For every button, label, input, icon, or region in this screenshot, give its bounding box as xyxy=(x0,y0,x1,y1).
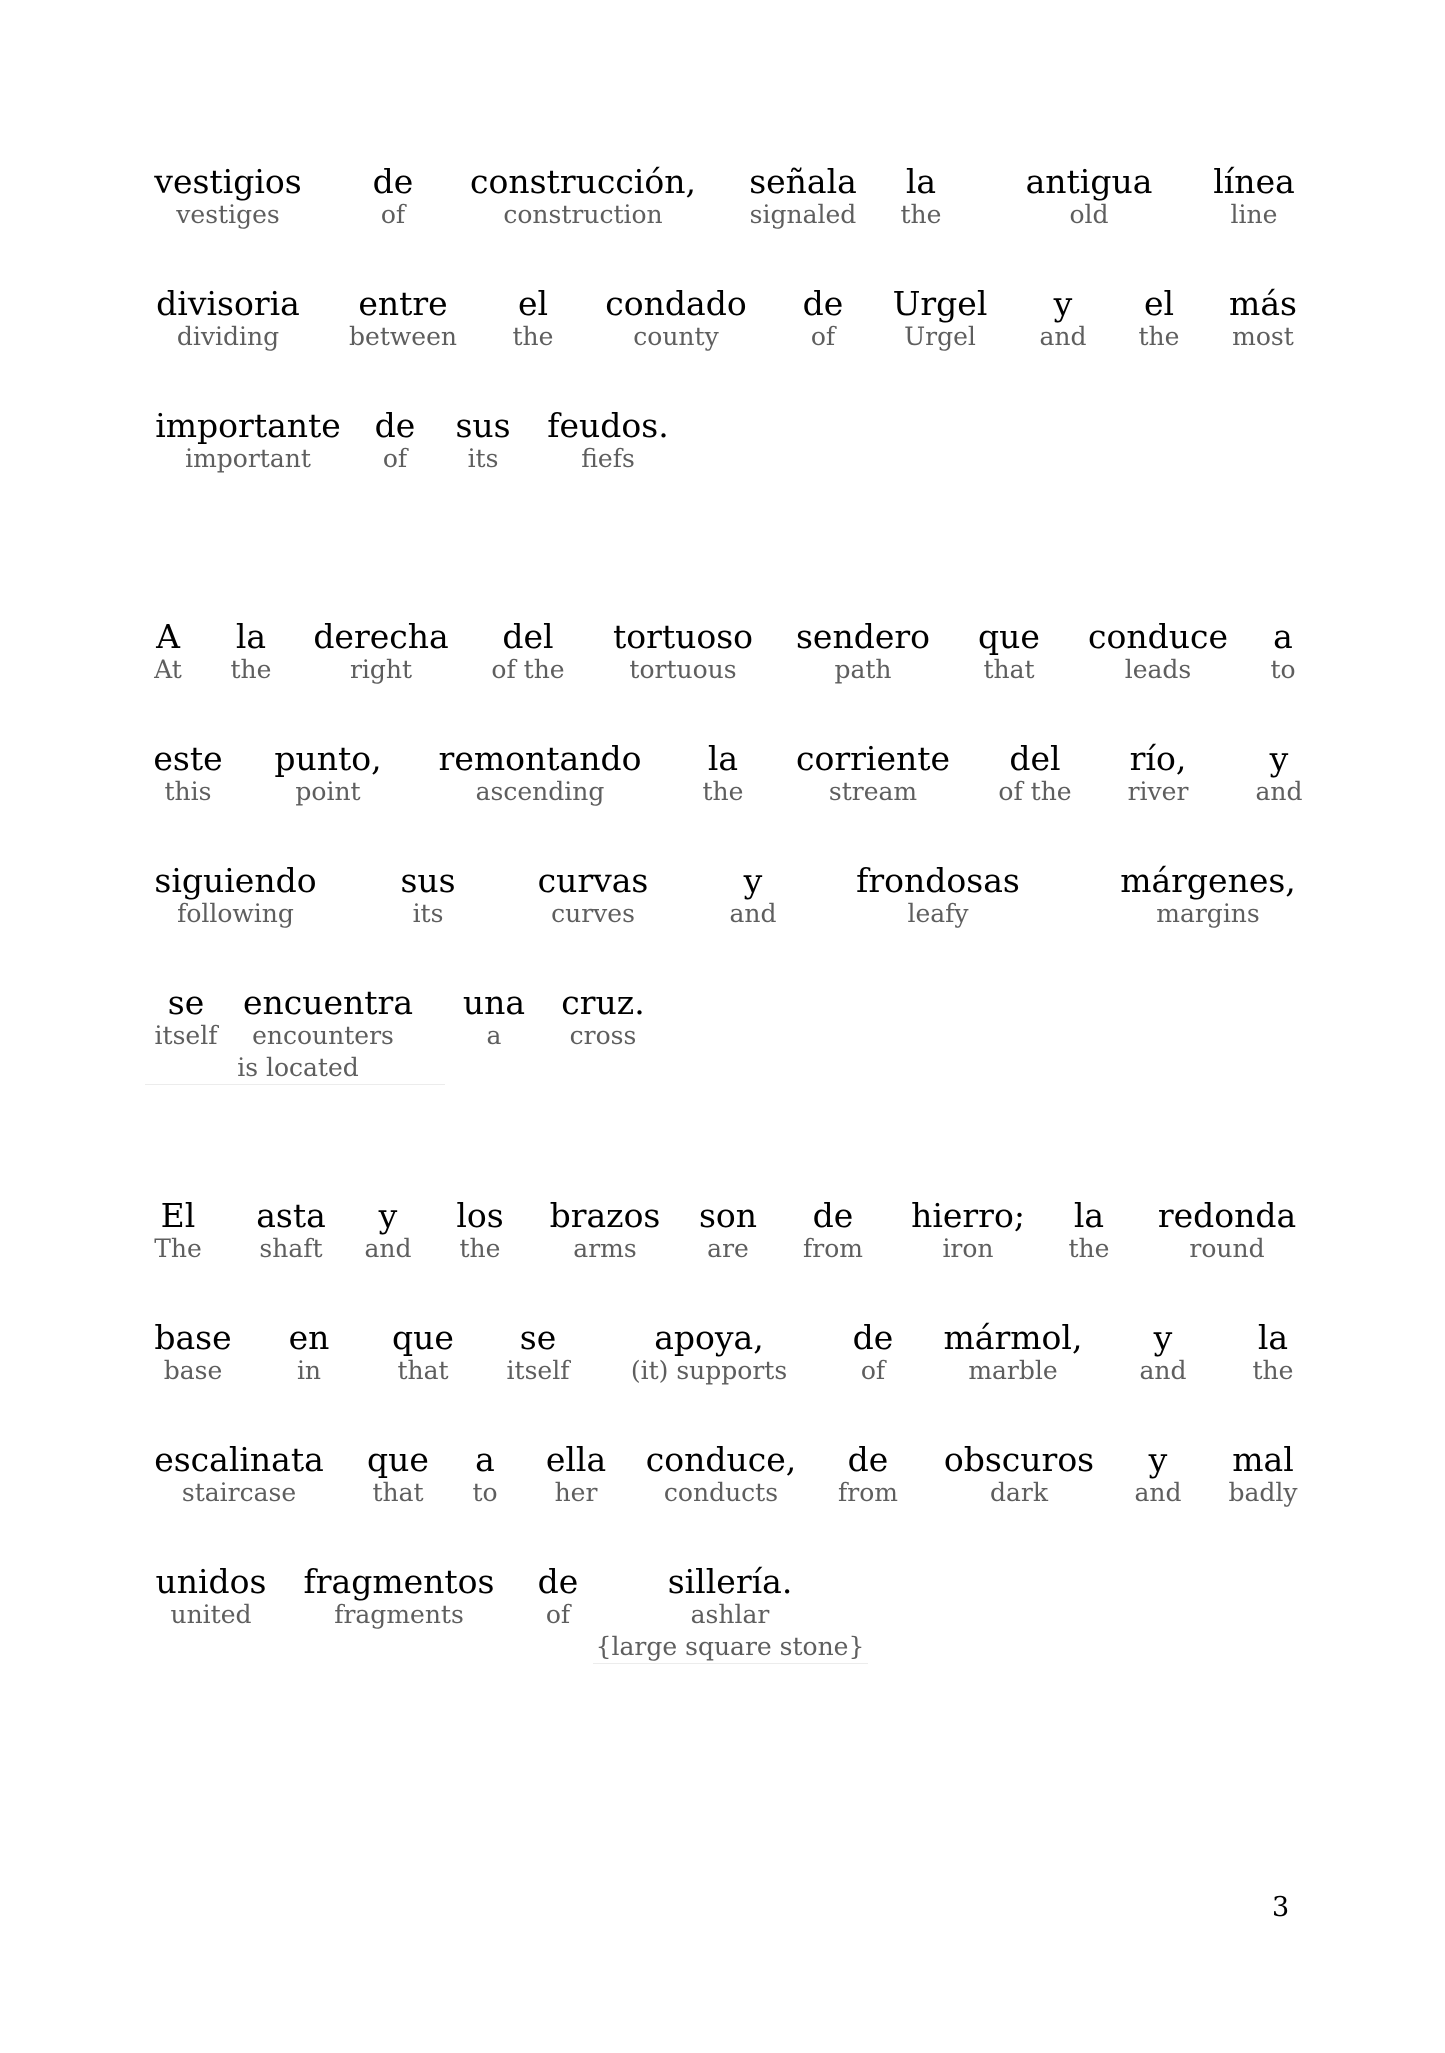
word-pair xyxy=(973,618,1045,686)
word-pair xyxy=(299,1563,499,1631)
word-pair xyxy=(1033,285,1093,353)
word-pair xyxy=(843,1319,903,1387)
spanish-word: asta xyxy=(256,1196,326,1235)
spanish-word: y xyxy=(1053,284,1073,323)
english-gloss: fragments xyxy=(334,1600,464,1629)
english-gloss: to xyxy=(472,1478,498,1507)
english-gloss: base xyxy=(163,1356,223,1385)
spanish-word: construcción, xyxy=(470,162,696,201)
english-gloss: from xyxy=(803,1234,863,1263)
english-gloss: to xyxy=(1270,655,1296,684)
word-pair xyxy=(153,862,318,930)
interlinear-line xyxy=(153,1563,1295,1673)
word-pair xyxy=(153,984,219,1052)
word-pair xyxy=(601,285,751,353)
word-pair xyxy=(343,285,463,353)
word-pair xyxy=(540,1197,670,1265)
spanish-word: que xyxy=(367,1440,429,1479)
english-gloss: dividing xyxy=(176,322,280,351)
word-pair xyxy=(153,407,343,475)
word-pair xyxy=(1113,862,1303,930)
english-gloss: that xyxy=(372,1478,424,1507)
spanish-word: y xyxy=(1269,739,1289,778)
word-pair xyxy=(448,407,518,475)
spanish-word: mármol, xyxy=(943,1318,1083,1357)
word-pair xyxy=(943,1319,1083,1387)
english-gloss: tortuous xyxy=(629,655,737,684)
english-gloss: ascending xyxy=(475,777,605,806)
spanish-word: y xyxy=(1153,1318,1173,1357)
gloss-underline xyxy=(145,1084,445,1085)
interlinear-line xyxy=(153,1197,1295,1277)
word-pair xyxy=(1207,163,1301,231)
word-pair xyxy=(1263,618,1303,686)
word-pair xyxy=(1225,285,1301,353)
word-pair xyxy=(723,862,783,930)
spanish-word: curvas xyxy=(537,861,649,900)
spanish-word: sus xyxy=(455,406,511,445)
english-gloss: the xyxy=(1252,1356,1294,1385)
spanish-word: fragmentos xyxy=(303,1562,495,1601)
word-pair xyxy=(445,1197,515,1265)
spanish-word: divisoria xyxy=(156,284,300,323)
english-gloss: round xyxy=(1189,1234,1265,1263)
english-gloss: signaled xyxy=(749,200,857,229)
spanish-word: sillería. xyxy=(667,1562,793,1601)
spanish-word: el xyxy=(1143,284,1175,323)
english-gloss: this xyxy=(164,777,212,806)
interlinear-line xyxy=(153,407,1295,487)
english-gloss: the xyxy=(512,322,554,351)
spanish-word: importante xyxy=(155,406,341,445)
word-pair xyxy=(483,618,573,686)
alternate-gloss: {large square stone} xyxy=(595,1632,865,1661)
spanish-word: de xyxy=(372,162,414,201)
spanish-word: redonda xyxy=(1157,1196,1297,1235)
spanish-word: unidos xyxy=(155,1562,267,1601)
word-pair xyxy=(1221,1441,1305,1509)
english-gloss: of xyxy=(380,200,406,229)
spanish-word: derecha xyxy=(313,617,449,656)
english-gloss: dark xyxy=(989,1478,1048,1507)
spanish-word: del xyxy=(502,617,554,656)
spanish-word: se xyxy=(519,1318,557,1357)
word-pair xyxy=(743,163,863,231)
english-gloss: its xyxy=(412,899,444,928)
spanish-word: de xyxy=(537,1562,579,1601)
spanish-word: conduce xyxy=(1088,617,1228,656)
word-pair xyxy=(693,740,753,808)
english-gloss: construction xyxy=(503,200,663,229)
spanish-word: cruz. xyxy=(561,983,645,1022)
english-gloss: of xyxy=(545,1600,571,1629)
spanish-word: punto, xyxy=(274,739,382,778)
spanish-word: siguiendo xyxy=(154,861,317,900)
spanish-word: a xyxy=(475,1440,495,1479)
word-pair xyxy=(311,618,451,686)
spanish-word: la xyxy=(1073,1196,1105,1235)
word-pair xyxy=(1019,163,1159,231)
spanish-word: la xyxy=(905,162,937,201)
english-gloss: shaft xyxy=(259,1234,323,1263)
english-gloss: vestiges xyxy=(176,200,280,229)
interlinear-line xyxy=(153,739,1303,820)
spanish-word: de xyxy=(802,284,844,323)
english-gloss: the xyxy=(702,777,744,806)
english-gloss: itself xyxy=(154,1021,218,1050)
word-pair xyxy=(523,1563,593,1631)
word-pair xyxy=(585,1563,875,1631)
spanish-word: una xyxy=(462,983,526,1022)
spanish-word: apoya, xyxy=(654,1318,764,1357)
spanish-word: Urgel xyxy=(892,284,988,323)
english-gloss: and xyxy=(364,1234,412,1263)
word-pair xyxy=(693,1197,763,1265)
word-pair xyxy=(153,618,183,686)
word-pair xyxy=(793,1197,873,1265)
word-pair xyxy=(531,1441,621,1509)
word-pair xyxy=(243,983,414,1052)
word-pair xyxy=(153,1441,325,1509)
spanish-word: que xyxy=(978,617,1040,656)
english-gloss: the xyxy=(230,655,272,684)
english-gloss: and xyxy=(1134,1478,1182,1507)
english-gloss: path xyxy=(834,655,892,684)
word-pair xyxy=(503,285,563,353)
english-gloss: cross xyxy=(569,1021,637,1050)
english-gloss: a xyxy=(486,1021,502,1050)
english-gloss: river xyxy=(1127,777,1189,806)
english-gloss: margins xyxy=(1156,899,1260,928)
english-gloss: and xyxy=(1039,322,1087,351)
english-gloss: of xyxy=(810,322,836,351)
word-pair xyxy=(538,407,678,475)
spanish-word: base xyxy=(154,1318,232,1357)
word-pair xyxy=(459,984,529,1052)
spanish-word: corriente xyxy=(795,739,951,778)
word-pair xyxy=(353,163,433,231)
word-pair xyxy=(905,1197,1031,1265)
spanish-word: antigua xyxy=(1025,162,1153,201)
spanish-word: condado xyxy=(605,284,747,323)
english-gloss: following xyxy=(177,899,294,928)
spanish-word: obscuros xyxy=(943,1440,1095,1479)
word-pair xyxy=(793,740,953,808)
word-pair xyxy=(221,618,281,686)
spanish-word: del xyxy=(1009,739,1061,778)
spanish-word: la xyxy=(235,617,267,656)
word-pair xyxy=(153,1563,269,1631)
english-gloss: between xyxy=(349,322,457,351)
spanish-word: en xyxy=(288,1318,330,1357)
word-pair xyxy=(885,285,995,353)
spanish-word: márgenes, xyxy=(1120,861,1296,900)
word-pair xyxy=(241,1197,341,1265)
word-pair xyxy=(608,618,758,686)
english-gloss: most xyxy=(1232,322,1294,351)
english-gloss: line xyxy=(1230,200,1278,229)
word-pair xyxy=(463,163,703,231)
word-pair xyxy=(995,740,1075,808)
english-gloss: of xyxy=(860,1356,886,1385)
spanish-word: El xyxy=(160,1196,196,1235)
spanish-word: frondosas xyxy=(856,861,1020,900)
spanish-word: hierro; xyxy=(911,1196,1025,1235)
word-pair xyxy=(1059,1197,1119,1265)
word-pair xyxy=(1083,618,1233,686)
spanish-word: que xyxy=(392,1318,454,1357)
english-gloss: the xyxy=(900,200,942,229)
word-pair xyxy=(533,862,653,930)
spanish-word: remontando xyxy=(438,739,642,778)
word-pair xyxy=(393,862,463,930)
english-gloss: that xyxy=(397,1356,449,1385)
word-pair xyxy=(1133,1319,1193,1387)
english-gloss: of the xyxy=(491,655,565,684)
word-pair xyxy=(609,1319,809,1387)
spanish-word: y xyxy=(1148,1440,1168,1479)
word-pair xyxy=(553,984,653,1052)
interlinear-line xyxy=(153,984,1295,1094)
word-pair xyxy=(1243,1319,1303,1387)
english-gloss: are xyxy=(707,1234,749,1263)
spanish-word: sendero xyxy=(795,617,930,656)
word-pair xyxy=(279,1319,339,1387)
interlinear-line xyxy=(153,285,1295,365)
word-pair xyxy=(1249,740,1309,808)
english-gloss: the xyxy=(1138,322,1180,351)
spanish-word: este xyxy=(153,739,223,778)
english-gloss: county xyxy=(633,322,719,351)
spanish-word: y xyxy=(743,861,763,900)
english-gloss: the xyxy=(1068,1234,1110,1263)
word-pair xyxy=(833,1441,903,1509)
english-gloss: stream xyxy=(828,777,918,806)
english-gloss: right xyxy=(349,655,413,684)
word-pair xyxy=(793,285,853,353)
english-gloss: curves xyxy=(551,899,635,928)
spanish-word: línea xyxy=(1213,162,1295,201)
english-gloss: (it) supports xyxy=(630,1356,788,1385)
word-pair xyxy=(153,163,303,231)
spanish-word: ella xyxy=(545,1440,607,1479)
english-gloss: leafy xyxy=(907,899,969,928)
english-gloss: encounters xyxy=(252,1021,394,1050)
english-gloss: of xyxy=(382,444,408,473)
spanish-word: de xyxy=(847,1440,889,1479)
word-pair xyxy=(363,1441,433,1509)
english-gloss: old xyxy=(1069,200,1109,229)
spanish-word: son xyxy=(698,1196,758,1235)
word-pair xyxy=(353,1197,423,1265)
spanish-word: de xyxy=(852,1318,894,1357)
word-pair xyxy=(153,1197,203,1265)
spanish-word: más xyxy=(1229,284,1297,323)
english-gloss: point xyxy=(295,777,361,806)
word-pair xyxy=(153,285,303,353)
spanish-word: mal xyxy=(1232,1440,1294,1479)
alt-gloss xyxy=(193,1052,403,1084)
english-gloss: and xyxy=(1139,1356,1187,1385)
english-gloss: badly xyxy=(1228,1478,1298,1507)
spanish-word: escalinata xyxy=(154,1440,324,1479)
english-gloss: arms xyxy=(573,1234,637,1263)
english-gloss: the xyxy=(459,1234,501,1263)
word-pair xyxy=(793,618,933,686)
english-gloss: leads xyxy=(1124,655,1192,684)
english-gloss: ashlar xyxy=(690,1600,770,1629)
english-gloss: conducts xyxy=(663,1478,779,1507)
spanish-word: el xyxy=(517,284,549,323)
english-gloss: At xyxy=(154,655,182,684)
interlinear-line xyxy=(153,163,1295,243)
word-pair xyxy=(383,1319,463,1387)
english-gloss: itself xyxy=(506,1356,570,1385)
spanish-word: la xyxy=(707,739,739,778)
english-gloss: of the xyxy=(998,777,1072,806)
interlinear-line xyxy=(153,1319,1295,1399)
interlinear-line xyxy=(153,862,1295,942)
alternate-gloss: is located xyxy=(237,1053,359,1082)
spanish-word: tortuoso xyxy=(612,617,754,656)
word-pair xyxy=(273,740,383,808)
english-gloss: from xyxy=(838,1478,898,1507)
word-pair xyxy=(493,1319,583,1387)
spanish-word: se xyxy=(167,983,205,1022)
word-pair xyxy=(939,1441,1099,1509)
spanish-word: brazos xyxy=(549,1196,661,1235)
english-gloss: important xyxy=(185,444,311,473)
word-pair xyxy=(641,1441,801,1509)
spanish-word: los xyxy=(456,1196,504,1235)
word-pair xyxy=(1129,285,1189,353)
spanish-word: señala xyxy=(749,162,857,201)
english-gloss: fiefs xyxy=(581,444,635,473)
spanish-word: encuentra xyxy=(243,983,414,1022)
english-gloss: staircase xyxy=(181,1478,297,1507)
spanish-word: A xyxy=(156,617,180,656)
spanish-word: vestigios xyxy=(154,162,302,201)
word-pair xyxy=(891,163,951,231)
word-pair xyxy=(153,740,223,808)
english-gloss: its xyxy=(467,444,499,473)
interlinear-line xyxy=(153,1440,1298,1521)
alt-gloss xyxy=(585,1631,875,1663)
spanish-word: a xyxy=(1273,617,1293,656)
english-gloss: and xyxy=(729,899,777,928)
spanish-word: y xyxy=(378,1196,398,1235)
word-pair xyxy=(1123,740,1193,808)
spanish-word: de xyxy=(812,1196,854,1235)
word-pair xyxy=(1128,1441,1188,1509)
english-gloss: united xyxy=(170,1600,252,1629)
english-gloss: in xyxy=(296,1356,322,1385)
spanish-word: feudos. xyxy=(547,406,669,445)
gloss-underline xyxy=(593,1663,868,1664)
page-number: 3 xyxy=(1272,1892,1290,1923)
word-pair xyxy=(465,1441,505,1509)
english-gloss: and xyxy=(1255,777,1303,806)
spanish-word: conduce, xyxy=(645,1440,797,1479)
english-gloss: Urgel xyxy=(904,322,976,351)
english-gloss: her xyxy=(554,1478,598,1507)
word-pair xyxy=(365,407,425,475)
word-pair xyxy=(153,1319,233,1387)
word-pair xyxy=(1153,1197,1301,1265)
word-pair xyxy=(435,740,645,808)
spanish-word: sus xyxy=(400,861,456,900)
word-pair xyxy=(853,862,1023,930)
spanish-word: entre xyxy=(358,284,448,323)
english-gloss: The xyxy=(154,1234,202,1263)
spanish-word: de xyxy=(374,406,416,445)
english-gloss: marble xyxy=(968,1356,1058,1385)
english-gloss: that xyxy=(983,655,1035,684)
spanish-word: río, xyxy=(1129,739,1187,778)
english-gloss: iron xyxy=(942,1234,994,1263)
interlinear-line xyxy=(153,618,1295,698)
spanish-word: la xyxy=(1257,1318,1289,1357)
